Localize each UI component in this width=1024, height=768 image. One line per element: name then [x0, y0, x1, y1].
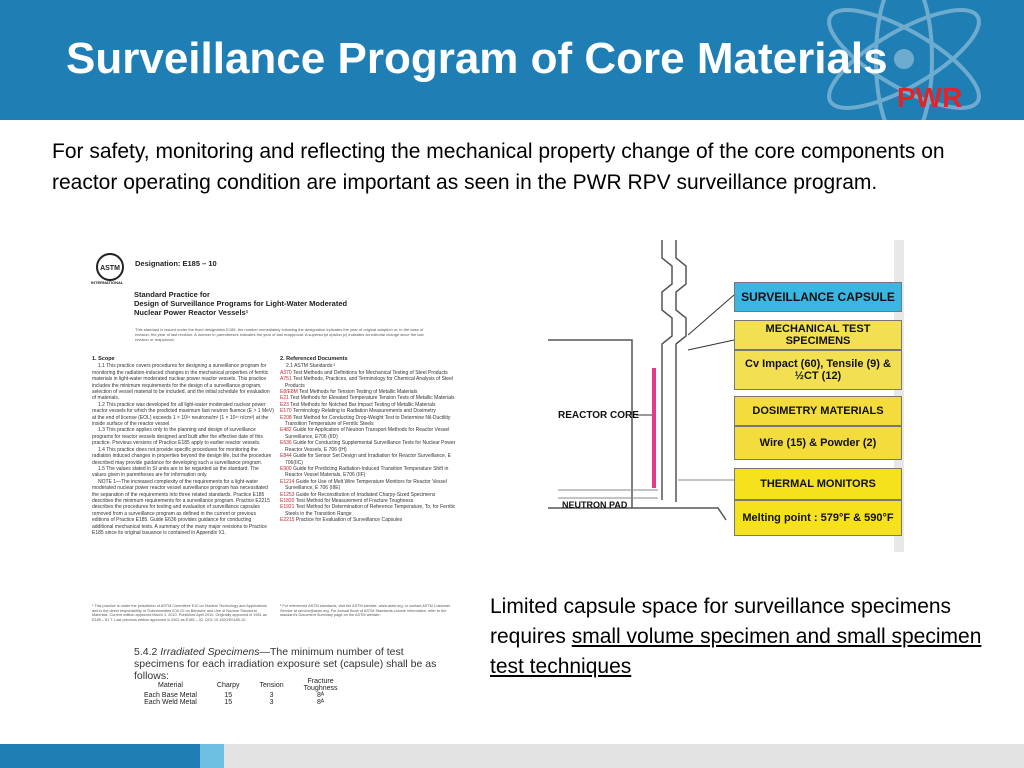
- reference-code-link[interactable]: A751: [280, 376, 292, 383]
- scope-paragraph: 1.4 This practice does not provide specific procedures for monitoring the radiation induced changes in properties beyond the design life, but the procedure described may provide guidance for developing such a surveillance program.: [92, 446, 272, 466]
- table-header: Fracture Toughness: [303, 678, 338, 692]
- neutron-pad-label: NEUTRON PAD: [562, 500, 628, 510]
- reference-title: Terminology Relating to Radiation Measurements and Dosimetry: [293, 408, 436, 415]
- astm-document-excerpt: [88, 244, 458, 706]
- reference-code-link[interactable]: E21: [280, 395, 289, 402]
- reference-item: [280, 479, 462, 492]
- reference-code-link[interactable]: E636: [280, 440, 292, 447]
- reference-item: [280, 504, 462, 517]
- references-column: [280, 356, 462, 524]
- scope-paragraph: NOTE 1—The increased complexity of the requirements for a light-water moderated nuclear power reactor vessel surveillance program has necessitated the separation of the requirements into three related standards. Practice E185 describes the minimum requirements for a surveillance program. Practice E2215 describes the procedures for testing and evaluation of surveillance capsules removed from a surveillance program as defined in the current or previous editions of Practice E185. Guide E636 provides guidance for conducting additional mechanical tests. A summary of the many major revisions to Practice E185 since its original issuance is contained in Appendix X1.: [92, 478, 270, 536]
- reference-title: Test Method for Determination of Reference Temperature, To, for Ferritic Steels in the Transition Range: [285, 504, 456, 517]
- irradiated-title: Irradiated Specimens: [160, 646, 260, 658]
- reference-item: [280, 466, 462, 479]
- reference-title: Guide for Sensor Set Design and Irradiation for Reactor Surveillance, E 706(IIC): [285, 453, 451, 466]
- reference-code-link[interactable]: E844: [280, 453, 292, 460]
- astm-logo-icon: [94, 252, 126, 282]
- reactor-core-label: REACTOR CORE: [558, 410, 639, 421]
- intro-text: For safety, monitoring and reflecting the mechanical property change of the core components on reactor operating condition are important as seen in the PWR RPV surveillance program.: [52, 140, 945, 194]
- page-title: Surveillance Program of Core Materials: [66, 34, 888, 83]
- reference-title: Test Method for Measurement of Fracture Toughness: [295, 497, 414, 504]
- table-header: Tension: [259, 681, 284, 689]
- table-cell: 3: [269, 699, 274, 706]
- reference-title: Guide for Conducting Supplemental Surveillance Tests for Nuclear Power Reactor Vessels, E 706 (IH): [285, 440, 456, 453]
- footnote-right: ² For referenced ASTM standards, visit the ASTM website, www.astm.org, or contact ASTM Customer Service at service@astm.org. For Annual Book of ASTM Standards volume information, refer to the standard's Document Summary page on the ASTM website.: [280, 604, 451, 618]
- reference-code-link[interactable]: E1820: [280, 497, 295, 504]
- reference-title: Test Methods, Practices, and Terminology for Chemical Analysis of Steel Products: [285, 376, 453, 389]
- reference-code-link[interactable]: E1921: [280, 504, 295, 511]
- table-cell: Each Weld Metal: [144, 699, 197, 706]
- mechanical-specimens-detail: Cv Impact (60), Tensile (9) & ½CT (12): [734, 350, 902, 390]
- reference-item: [280, 427, 462, 440]
- thermal-monitors-detail: Melting point : 579°F & 590°F: [734, 500, 902, 536]
- table-row: [134, 692, 348, 699]
- table-header: Material: [158, 681, 183, 689]
- table-header: Charpy: [216, 681, 240, 689]
- dosimetry-detail: Wire (15) & Powder (2): [734, 426, 902, 460]
- specimen-table: [134, 678, 348, 706]
- reference-code-link[interactable]: E2215: [280, 517, 295, 524]
- references-heading: 2. Referenced Documents: [280, 356, 348, 362]
- reference-code-link[interactable]: E23: [280, 401, 289, 408]
- reference-code-link[interactable]: E8/E8M: [280, 389, 298, 396]
- table-cell: Each Base Metal: [144, 692, 197, 699]
- table-cell: 3: [269, 692, 274, 699]
- irradiated-specimens-paragraph: [134, 646, 454, 682]
- scope-paragraph: 1.1 This practice covers procedures for designing a surveillance program for monitoring the radiation-induced changes in the mechanical properties of ferritic materials in light-water moderated nuclear power reactor vessels. This practice includes the minimum requirements for the design of a surveillance program, selection of vessel material to be included, and the initial schedule for evaluation of materials.: [92, 363, 270, 402]
- table-row: [134, 699, 348, 706]
- reference-item: [280, 517, 462, 523]
- scope-column: [92, 356, 274, 536]
- reference-title: Test Methods for Notched Bar Impact Testing of Metallic Materials: [290, 401, 436, 408]
- scope-paragraph: 1.5 The values stated in SI units are to be regarded as the standard. The values given in parentheses are for information only.: [92, 465, 259, 479]
- footer-accent: [200, 744, 224, 768]
- reference-code-link[interactable]: A370: [280, 369, 292, 376]
- caption-text: Limited capsule space for surveillance specimens requires: [490, 595, 952, 648]
- reference-code-link[interactable]: E482: [280, 427, 292, 434]
- mechanical-test-specimens-label: MECHANICAL TEST SPECIMENS: [734, 320, 902, 350]
- reference-item: [280, 415, 462, 428]
- title-bar: [0, 0, 1024, 120]
- capsule-contents: [734, 282, 902, 536]
- scope-paragraphs: [92, 363, 274, 536]
- table-cell: 15: [224, 699, 233, 706]
- reference-title: Guide for Reconstitution of Irradiated Charpy-Sized Specimens: [295, 491, 436, 498]
- document-title: Standard Practice for Design of Surveillance Programs for Light-Water Moderated Nuclear Power Reactor Vessels¹: [134, 290, 348, 317]
- reference-item: [280, 453, 462, 466]
- capsule-caption: [490, 592, 1000, 682]
- reference-title: Guide for Application of Neutron Transport Methods for Reactor Vessel Surveillance, E706 (IID): [285, 427, 450, 440]
- reference-code-link[interactable]: E208: [280, 414, 292, 421]
- dosimetry-materials-label: DOSIMETRY MATERIALS: [734, 396, 902, 426]
- svg-text:ASTM: ASTM: [100, 265, 120, 272]
- footnote-left: ¹ This practice is under the jurisdiction of ASTM Committee E10 on Nuclear Technology and Applications and is the direct responsibility of Subcommittee E10.02 on Behavior and Use of Nuclear Structural Materials. Current edition approved March 1, 2010. Published April 2010. Originally approved in 1961 as E185 – 61 T. Last previous edition approved in 2002 as E185 – 02. DOI: 10.1520/E0185-10.: [92, 604, 267, 622]
- reference-title: Practice for Evaluation of Surveillance Capsules: [295, 517, 403, 524]
- reference-item: [280, 376, 462, 389]
- thermal-monitors-label: THERMAL MONITORS: [734, 468, 902, 500]
- table-cell: 8ᴬ: [317, 699, 325, 706]
- table-cell: 15: [224, 692, 233, 699]
- reference-code-link[interactable]: E900: [280, 465, 292, 472]
- irradiated-text: —The minimum number of test specimens for each irradiation exposure set (capsule) shall be as follows:: [134, 646, 437, 682]
- table-cell: 8ᴬ: [317, 692, 325, 699]
- reference-code-link[interactable]: E1253: [280, 491, 295, 498]
- reference-title: Test Method for Conducting Drop-Weight Test to Determine Nil-Ductility Transition Temperature of Ferritic Steels: [285, 414, 451, 428]
- reference-code-link[interactable]: E1214: [280, 478, 295, 485]
- reference-title: Test Methods for Tension Testing of Metallic Materials: [299, 389, 418, 396]
- designation: Designation: E185 – 10: [135, 259, 217, 268]
- caption-underlined-text: small volume specimen and small specimen test techniques: [490, 625, 982, 678]
- scope-heading: 1. Scope: [92, 356, 115, 362]
- reference-item: [280, 440, 462, 453]
- references-subheading: 2.1 ASTM Standards:²: [286, 363, 336, 370]
- reference-code-link[interactable]: E170: [280, 408, 292, 415]
- reference-title: Guide for Use of Melt Wire Temperature Monitors for Reactor Vessel Surveillance, E 706 (IIIE): [285, 478, 447, 492]
- reference-title: Test Methods for Elevated Temperature Tension Tests of Metallic Materials: [290, 395, 455, 402]
- pwr-tag: PWR: [897, 82, 963, 113]
- irradiated-section-number: 5.4.2: [134, 646, 158, 658]
- logo-caption: INTERNATIONAL: [91, 280, 124, 285]
- footer-bar: [0, 744, 1024, 768]
- scope-paragraph: 1.2 This practice was developed for all light-water moderated nuclear power reactor vessels for which the predicted maximum fast neutron fluence (E > 1 MeV) at the end of license (EOL) exceeds 1 × 10²¹ neutrons/m² (1 × 10¹⁷ n/cm²) at the inside surface of the reactor vessel.: [92, 401, 274, 428]
- scope-paragraph: 1.3 This practice applies only to the planning and design of surveillance programs for reactor vessels designed and built after the effective date of this practice. Previous versions of Practice E185 apply to earlier reactor vessels.: [92, 427, 263, 447]
- references-list: [280, 370, 462, 524]
- standard-note: This standard is issued under the fixed designation E185; the number immediately following the designation indicates the year of original adoption or, in the case of revision, the year of last revision. A number in parentheses indicates the year of last reapproval. A superscript epsilon (ε) indicates an editorial change since the last revision or reapproval.: [135, 327, 424, 342]
- reference-title: Test Methods and Definitions for Mechanical Testing of Steel Products: [293, 369, 448, 376]
- reference-title: Guide for Predicting Radiation-Induced Transition Temperature Shift in Reactor Vessel Materials, E706 (IIF): [285, 465, 449, 479]
- surveillance-capsule-label: SURVEILLANCE CAPSULE: [734, 282, 902, 312]
- footer-gray-band: [224, 744, 1024, 768]
